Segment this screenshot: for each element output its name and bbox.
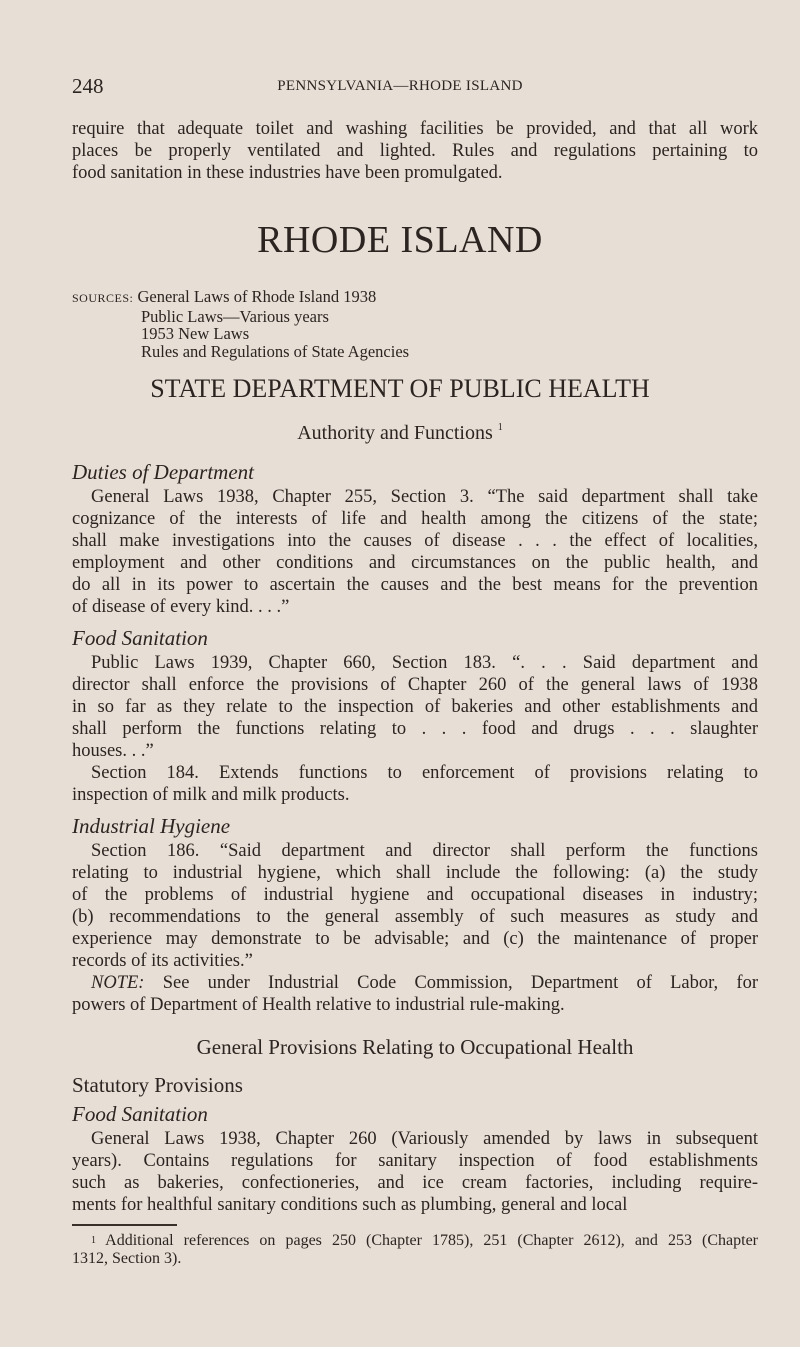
- text-line: (b) recommendations to the general assembly of such measures as study and: [72, 907, 758, 927]
- text-line: of the problems of industrial hygiene and occupational diseases in industry;: [72, 885, 758, 905]
- authority-heading-text: Authority and Functions: [297, 422, 493, 444]
- text-line: experience may demonstrate to be advisable; and (c) the maintenance of proper: [72, 929, 758, 949]
- paragraph: [72, 652, 758, 762]
- sources-item: 1953 New Laws: [141, 324, 250, 343]
- paragraph: [72, 118, 758, 184]
- section: [72, 624, 758, 806]
- text-line: houses. . .”: [72, 741, 154, 761]
- paragraph: [72, 486, 758, 618]
- section: [72, 1100, 758, 1216]
- text-line: relating to industrial hygiene, which shall include the following: (a) the study: [72, 863, 758, 883]
- paragraph: [72, 972, 758, 1016]
- state-heading: RHODE ISLAND: [257, 219, 543, 261]
- section-heading: Food Sanitation: [72, 1102, 208, 1126]
- text-line: years). Contains regulations for sanitary inspection of food establishments: [72, 1151, 758, 1171]
- general-provisions-heading: General Provisions Relating to Occupational Health: [196, 1035, 634, 1059]
- text-line: General Laws 1938, Chapter 260 (Variously amended by laws in subsequent: [91, 1129, 758, 1149]
- text-line: director shall enforce the provisions of Chapter 260 of the general laws of 1938: [72, 675, 758, 695]
- authority-heading: [0, 422, 800, 445]
- footnote-text: Additional references on pages 250 (Chapter 1785), 251 (Chapter 2612), and 253 (Chapter: [105, 1232, 758, 1249]
- text-line: such as bakeries, confectioneries, and ice cream factories, including require-: [72, 1173, 758, 1193]
- footnote-divider: [72, 1224, 177, 1226]
- text-line: do all in its power to ascertain the causes and the best means for the prevention: [72, 575, 758, 595]
- text-line: employment and other conditions and circumstances on the public health, and: [72, 553, 758, 573]
- text-line: require that adequate toilet and washing facilities be provided, and that all work: [72, 119, 758, 139]
- footnote-line: [72, 1232, 758, 1250]
- department-heading: STATE DEPARTMENT OF PUBLIC HEALTH: [150, 374, 650, 403]
- sources-item: [72, 288, 409, 308]
- sources-list: [72, 288, 409, 360]
- footnote-ref: 1: [497, 422, 503, 433]
- text-line: inspection of milk and milk products.: [72, 785, 350, 805]
- section-heading: Industrial Hygiene: [72, 814, 231, 838]
- paragraph: [72, 762, 758, 806]
- section-heading: Food Sanitation: [72, 626, 208, 650]
- text-line: places be properly ventilated and lighted. Rules and regulations pertaining to: [72, 141, 758, 161]
- text-line: in so far as they relate to the inspection of bakeries and other establishments and: [72, 697, 758, 717]
- text-line: ments for healthful sanitary conditions such as plumbing, general and local: [72, 1195, 628, 1215]
- footnote: [72, 1232, 758, 1267]
- text-line: of disease of every kind. . . .”: [72, 597, 290, 617]
- section: [72, 812, 758, 1016]
- text-line: shall make investigations into the causes of disease . . . the effect of localities,: [72, 531, 758, 551]
- paragraph: [72, 1128, 758, 1216]
- text-line: General Laws 1938, Chapter 255, Section 3. “The said department shall take: [91, 487, 758, 507]
- page-number: 248: [72, 74, 104, 98]
- source-text: General Laws of Rhode Island 1938: [137, 287, 377, 306]
- food-sanitation-section: [72, 1100, 758, 1216]
- text-line: records of its activities.”: [72, 951, 253, 971]
- sources-label: SOURCES:: [72, 291, 134, 305]
- statutory-provisions-heading: Statutory Provisions: [72, 1073, 243, 1097]
- paragraph: [72, 840, 758, 972]
- sources-item: Public Laws—Various years: [141, 306, 329, 326]
- text-line: Public Laws 1939, Chapter 660, Section 183. “. . . Said department and: [91, 653, 758, 673]
- sections-body: [72, 458, 758, 1016]
- note-text: See under Industrial Code Commission, Department of Labor, for: [144, 973, 758, 993]
- running-header: PENNSYLVANIA—RHODE ISLAND: [277, 78, 523, 94]
- text-line: food sanitation in these industries have been promulgated.: [72, 163, 503, 183]
- text-line: Section 184. Extends functions to enforcement of provisions relating to: [91, 763, 758, 783]
- text-line: cognizance of the interests of life and health among the citizens of the state;: [72, 509, 758, 529]
- sources-item: Rules and Regulations of State Agencies: [141, 341, 410, 361]
- footnote-marker: 1: [91, 1235, 96, 1246]
- section: [72, 458, 758, 618]
- general-provisions-block: [72, 1032, 758, 1267]
- note-label: NOTE:: [91, 973, 145, 993]
- intro-paragraph: [72, 118, 758, 184]
- text-line: [72, 972, 758, 994]
- text-line: Section 186. “Said department and director shall perform the functions: [91, 841, 758, 861]
- section-heading: Duties of Department: [72, 460, 254, 484]
- text-line: shall perform the functions relating to . . . food and drugs . . . slaughter: [72, 719, 758, 739]
- footnote-line: 1312, Section 3).: [72, 1249, 182, 1267]
- text-line: powers of Department of Health relative to industrial rule-making.: [72, 995, 565, 1015]
